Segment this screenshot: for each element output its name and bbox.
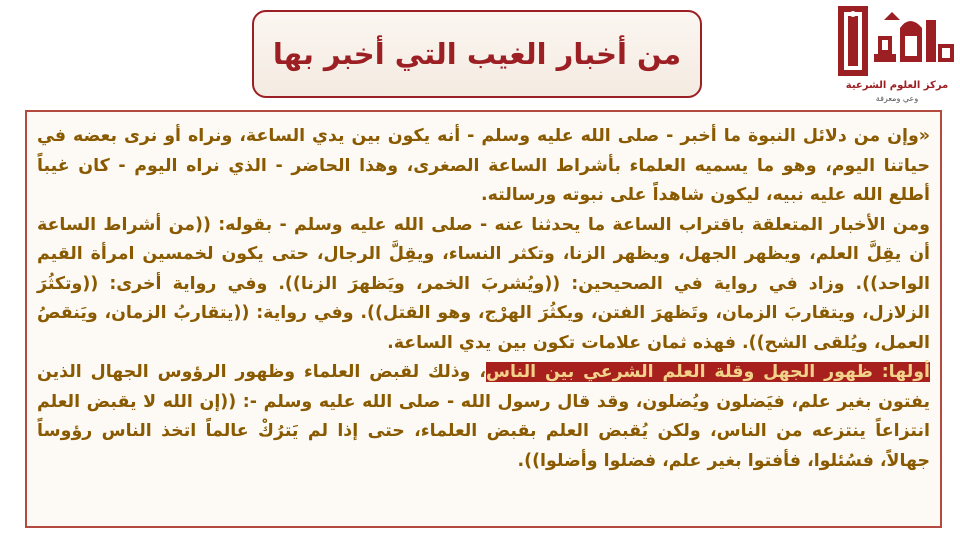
highlighted-phrase: أولها: ظهور الجهل وقلة العلم الشرعي بين الناس <box>485 362 930 382</box>
content-box <box>25 110 942 528</box>
title-banner <box>252 10 702 98</box>
logo-mark-icon <box>838 6 956 76</box>
logo-subtagline: وعي ومعرفة <box>875 94 919 103</box>
paragraph-first-sign <box>37 358 930 476</box>
paragraph-hadith: ومن الأخبار المتعلقة باقتراب الساعة ما يحدثنا عنه - صلى الله عليه وسلم - بقوله: ((من أشراط الساعة أن يقِلَّ العلم، ويظهر الجهل، ويظهر الزنا، وتكثر النساء، ويقِلَّ الرجال، حتى يكون لخمسين امرأة القيم الواحد)). وزاد في رواية في الصحيحين: ((ويُشربَ الخمر، ويَظهرَ الزنا)). وفي رواية أخرى: ((وتكثُرَ الزلازل، ويتقاربَ الزمان، وتَظهرَ الفتن، ويكثُرَ الهرْج، وهو القتل)). وفي رواية: ((يتقاربُ الزمان، ويَنقصُ العمل، ويُلقى الشح)). فهذه ثمان علامات تكون بين يدي الساعة. <box>37 214 930 353</box>
paragraph-first-sign-rest: ، وذلك لقبض العلماء وظهور الرؤوس الجهال الذين يفتون بغير علم، فيَضلون ويُضلون، وقد قال رسول الله - صلى الله عليه وسلم -: ((إن الله لا يقبض العلم انتزاعاً ينتزعه من الناس، ولكن يُقبض العلم بقبض العلماء، حتى إذا لم يَترُكْ عالماً اتخذ الناس رؤوساً جهالاً، فسُئلوا، فأفتوا بغير علم، فضلوا وأضلوا)). <box>37 362 930 471</box>
logo-tagline: مركز العلوم الشرعية <box>845 80 949 91</box>
logo <box>838 6 956 102</box>
page-title: من أخبار الغيب التي أخبر بها <box>272 37 682 71</box>
paragraph-intro: «وإن من دلائل النبوة ما أخبر - صلى الله عليه وسلم - أنه يكون بين يدي الساعة، ونراه أو نرى بعضه في حياتنا اليوم، وهو ما يسميه العلماء بأشراط الساعة الصغرى، وهذا الحاضر - الذي نراه اليوم - كان غيباً أطلع الله عليه نبيه، ليكون شاهداً على نبوته ورسالته. <box>37 126 930 205</box>
